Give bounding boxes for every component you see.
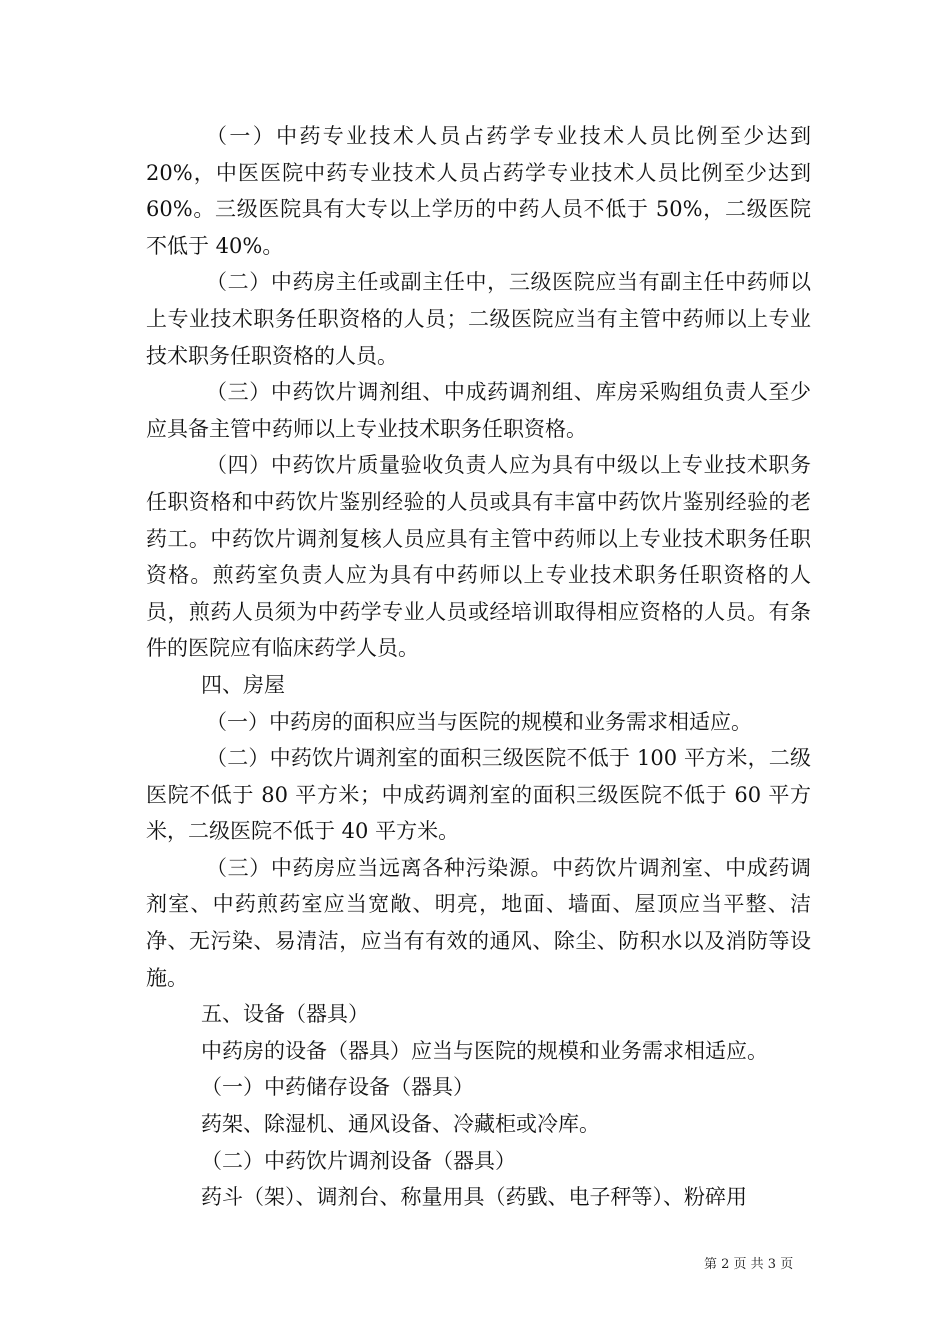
paragraph-pharmacy-area: （一）中药房的面积应当与医院的规模和业务需求相适应。 <box>206 709 752 734</box>
paragraph-dispensing-room-area: （二）中药饮片调剂室的面积三级医院不低于 100 平方米，二级医院不低于 80 平方米；中成药调剂室的面积三级医院不低于 60 平方米，二级医院不低于 40 平方米。 <box>146 746 811 844</box>
paragraph-staff-ratio: （一）中药专业技术人员占药学专业技术人员比例至少达到20%，中医医院中药专业技术人员占药学专业技术人员比例至少达到60%。三级医院具有大专以上学历的中药人员不低于 50%，二级医院不低于 40%。 <box>146 124 811 258</box>
paragraph-equipment-general: 中药房的设备（器具）应当与医院的规模和业务需求相适应。 <box>201 1038 768 1063</box>
paragraph-director-qualification: （二）中药房主任或副主任中，三级医院应当有副主任中药师以上专业技术职务任职资格的人员；二级医院应当有主管中药师以上专业技术职务任职资格的人员。 <box>146 270 811 368</box>
section-heading-housing: 四、房屋 <box>201 672 285 697</box>
section-heading-equipment: 五、设备（器具） <box>201 1002 369 1027</box>
paragraph-dispensing-equipment-list: 药斗（架）、调剂台、称量用具（药戥、电子秤等）、粉碎用 <box>201 1185 747 1210</box>
subheading-dispensing-equipment: （二）中药饮片调剂设备（器具） <box>201 1148 516 1173</box>
page-number: 第 2 页 共 3 页 <box>704 1257 794 1272</box>
document-body <box>146 118 811 1216</box>
paragraph-team-leader-qualification: （三）中药饮片调剂组、中成药调剂组、库房采购组负责人至少应具备主管中药师以上专业技术职务任职资格。 <box>146 380 811 441</box>
paragraph-storage-equipment-list: 药架、除湿机、通风设备、冷藏柜或冷库。 <box>201 1112 600 1137</box>
paragraph-room-conditions: （三）中药房应当远离各种污染源。中药饮片调剂室、中成药调剂室、中药煎药室应当宽敞、明亮，地面、墙面、屋顶应当平整、洁净、无污染、易清洁，应当有有效的通风、除尘、防积水以及消防等设施。 <box>146 855 811 990</box>
paragraph-inspection-staff: （四）中药饮片质量验收负责人应为具有中级以上专业技术职务任职资格和中药饮片鉴别经验的人员或具有丰富中药饮片鉴别经验的老药工。中药饮片调剂复核人员应具有主管中药师以上专业技术职务任职资格。煎药室负责人应为具有中药师以上专业技术职务任职资格的人员，煎药人员须为中药学专业人员或经培训取得相应资格的人员。有条件的医院应有临床药学人员。 <box>146 453 811 661</box>
subheading-storage-equipment: （一）中药储存设备（器具） <box>201 1075 474 1100</box>
